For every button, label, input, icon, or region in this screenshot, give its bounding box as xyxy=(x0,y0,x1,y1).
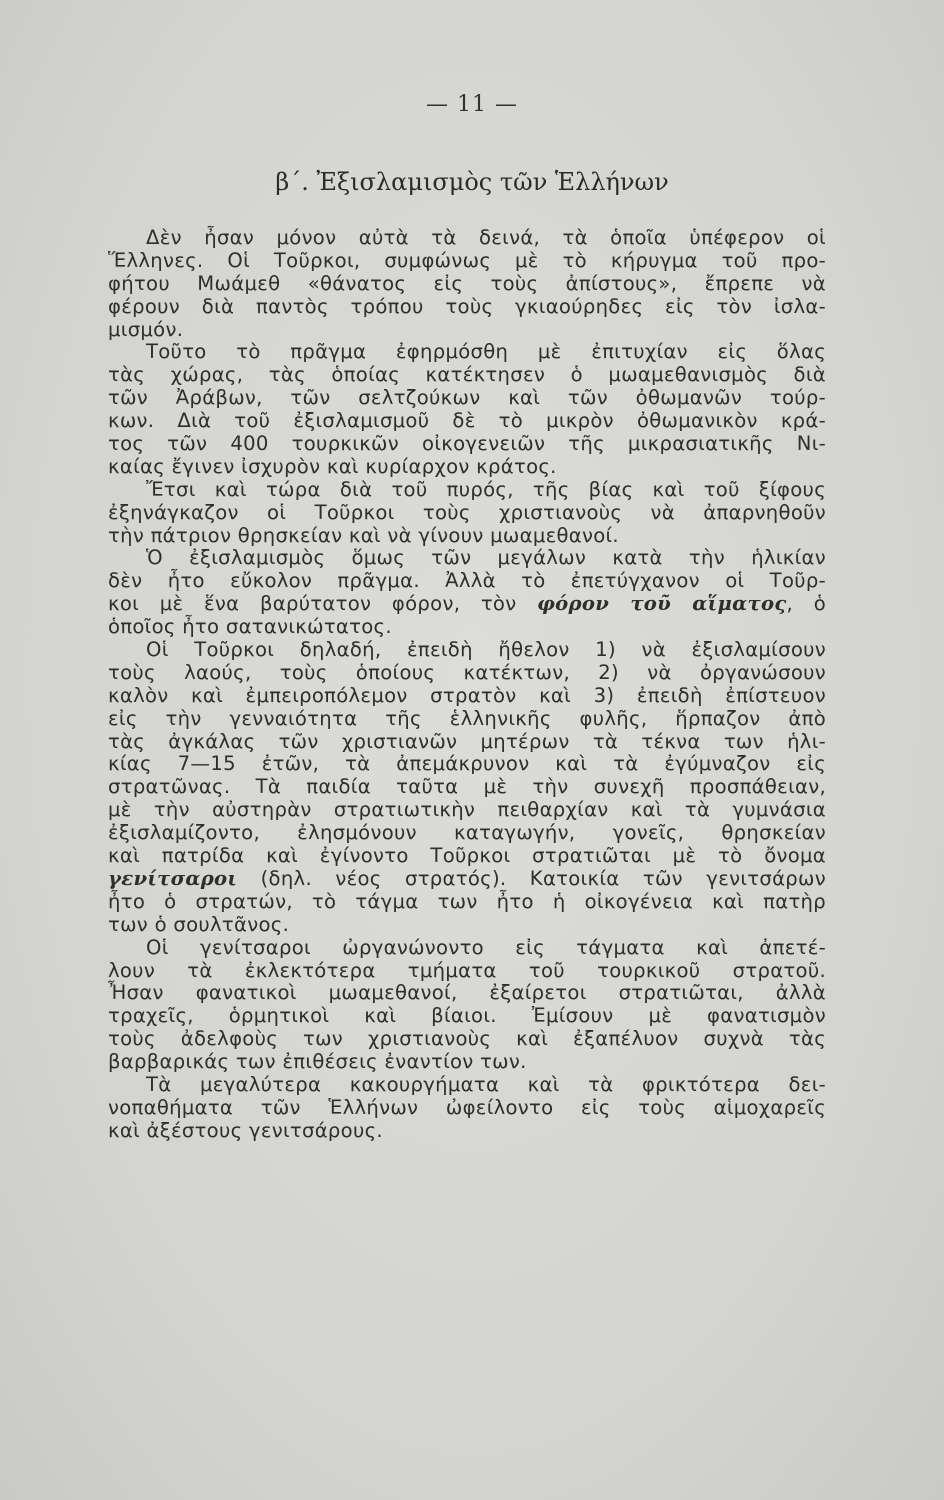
text-line-content: καίας ἔγινεν ἰσχυρὸν καὶ κυρίαρχον κράτος. xyxy=(108,454,557,478)
text-line-content: καὶ ἀξέστους γενιτσάρους. xyxy=(108,1118,383,1142)
text-line-content: Ἔτσι καὶ τώρα διὰ τοῦ πυρός, τῆς βίας καὶ τοῦ ξίφους xyxy=(146,477,826,501)
text-line xyxy=(108,1074,826,1097)
text-line xyxy=(108,914,826,937)
text-line xyxy=(108,387,826,410)
text-line-content: εἰς τὴν γενναιότητα τῆς ἑλληνικῆς φυλῆς, ἥρπαζον ἀπὸ xyxy=(108,706,826,730)
section-heading: β΄. Ἐξισλαμισμὸς τῶν Ἑλλήνων xyxy=(275,168,669,196)
text-line xyxy=(108,250,826,273)
text-line-content: τὰς ἀγκάλας τῶν χριστιανῶν μητέρων τὰ τέκνα των ἡλι- xyxy=(108,729,826,753)
text-line-content: λουν τὰ ἐκλεκτότερα τμήματα τοῦ τουρκικοῦ στρατοῦ. xyxy=(108,958,826,982)
text-line-content: (δηλ. νέος στρατός). Κατοικία τῶν γενιτσάρων xyxy=(260,866,826,890)
text-line xyxy=(108,708,826,731)
text-line xyxy=(108,1005,826,1028)
text-line-content: κων. Διὰ τοῦ ἐξισλαμισμοῦ δὲ τὸ μικρὸν ὀθωμανικὸν κρά- xyxy=(108,409,826,433)
text-line xyxy=(108,776,826,799)
text-line-content: κοι μὲ ἕνα βαρύτατον φόρον, τὸν xyxy=(108,592,517,616)
text-line xyxy=(108,296,826,319)
text-line-content: Οἱ γενίτσαροι ὠργανώνοντο εἰς τάγματα καὶ ἀπετέ- xyxy=(146,935,826,959)
text-line xyxy=(108,960,826,983)
text-line-content: βαρβαρικάς των ἐπιθέσεις ἐναντίον των. xyxy=(108,1050,527,1074)
text-line xyxy=(108,1051,826,1074)
text-line-content: ὁποῖος ἦτο σατανικώτατος. xyxy=(108,615,392,639)
text-line-content: Ὁ ἐξισλαμισμὸς ὅμως τῶν μεγάλων κατὰ τὴν ἡλικίαν xyxy=(146,546,826,570)
text-line-content: καὶ πατρίδα καὶ ἐγίνοντο Τοῦρκοι στρατιῶται μὲ τὸ ὄνομα xyxy=(108,844,826,868)
emphasized-term: φόρον τοῦ αἵματος xyxy=(537,592,787,616)
text-line-content: τοὺς ἀδελφοὺς των χριστιανοὺς καὶ ἐξαπέλυον συχνὰ τὰς xyxy=(108,1027,826,1051)
text-line xyxy=(108,341,826,364)
text-line-content: Δὲν ἦσαν μόνον αὐτὰ τὰ δεινά, τὰ ὁποῖα ὑπέφερον οἱ xyxy=(146,226,826,249)
text-line xyxy=(108,799,826,822)
text-line xyxy=(108,479,826,502)
text-line xyxy=(108,662,826,685)
text-line-content: ἐξισλαμίζοντο, ἐλησμόνουν καταγωγήν, γονεῖς, θρησκείαν xyxy=(108,821,826,845)
text-line xyxy=(108,410,826,433)
text-line xyxy=(108,525,826,548)
text-line xyxy=(108,456,826,479)
body-text xyxy=(108,227,826,1143)
text-line-content: κίας 7—15 ἐτῶν, τὰ ἀπεμάκρυνον καὶ τὰ ἐγύμναζον εἰς xyxy=(108,752,826,776)
text-line-content: καλὸν καὶ ἐμπειροπόλεμον στρατὸν καὶ 3) ἐπειδὴ ἐπίστευον xyxy=(108,683,826,707)
text-line-content: Ἦσαν φανατικοὶ μωαμεθανοί, ἐξαίρετοι στρατιῶται, ἀλλὰ xyxy=(108,981,826,1005)
text-line xyxy=(108,433,826,456)
text-line-content: Τὰ μεγαλύτερα κακουργήματα καὶ τὰ φρικτότερα δει- xyxy=(146,1072,826,1096)
text-line xyxy=(108,570,826,593)
text-line-content: των ὁ σουλτᾶνος. xyxy=(108,912,290,936)
text-line xyxy=(108,982,826,1005)
text-line xyxy=(108,822,826,845)
text-line-content: τὴν πάτριον θρησκείαν καὶ νὰ γίνουν μωαμεθανοί. xyxy=(108,523,619,547)
text-line-content: ἐξηνάγκαζον οἱ Τοῦρκοι τοὺς χριστιανοὺς νὰ ἀπαρνηθοῦν xyxy=(108,500,826,524)
text-line-content: μισμόν. xyxy=(108,317,184,341)
text-line-content: ἦτο ὁ στρατών, τὸ τάγμα των ἦτο ἡ οἰκογένεια καὶ πατὴρ xyxy=(108,889,826,913)
text-line-content: τοὺς λαούς, τοὺς ὁποίους κατέκτων, 2) νὰ ὀργανώσουν xyxy=(108,660,826,684)
text-line xyxy=(108,547,826,570)
emphasized-term: γενίτσαροι xyxy=(108,866,238,890)
text-line xyxy=(108,616,826,639)
text-line xyxy=(108,868,826,891)
text-line xyxy=(108,502,826,525)
text-line xyxy=(108,639,826,662)
text-line-content: Ἕλληνες. Οἱ Τοῦρκοι, συμφώνως μὲ τὸ κήρυγμα τοῦ προ- xyxy=(108,248,826,272)
text-line-content: μὲ τὴν αὐστηρὰν στρατιωτικὴν πειθαρχίαν καὶ τὰ γυμνάσια xyxy=(108,798,826,822)
text-line xyxy=(108,891,826,914)
text-line-content: δὲν ἦτο εὔκολον πρᾶγμα. Ἀλλὰ τὸ ἐπετύγχανον οἱ Τοῦρ- xyxy=(108,569,826,593)
text-line xyxy=(108,1028,826,1051)
page-number: — 11 — xyxy=(426,92,518,117)
text-line xyxy=(108,845,826,868)
text-line xyxy=(108,937,826,960)
text-line xyxy=(108,1097,826,1120)
text-line xyxy=(108,731,826,754)
text-line xyxy=(108,364,826,387)
text-line-content: τὰς χώρας, τὰς ὁποίας κατέκτησεν ὁ μωαμεθανισμὸς διὰ xyxy=(108,363,826,387)
text-line xyxy=(108,227,826,250)
text-line-content: τος τῶν 400 τουρκικῶν οἰκογενειῶν τῆς μικρασιατικῆς Νι- xyxy=(108,432,826,456)
text-line-content: φέρουν διὰ παντὸς τρόπου τοὺς γκιαούρηδες εἰς τὸν ἰσλα- xyxy=(108,294,826,318)
text-line-content: στρατῶνας. Τὰ παιδία ταῦτα μὲ τὴν συνεχῆ προσπάθειαν, xyxy=(108,775,826,799)
text-line xyxy=(108,1120,826,1143)
text-line-content: νοπαθήματα τῶν Ἑλλήνων ὠφείλοντο εἰς τοὺς αἱμοχαρεῖς xyxy=(108,1095,826,1119)
text-line-content: τῶν Ἀράβων, τῶν σελτζούκων καὶ τῶν ὀθωμανῶν τούρ- xyxy=(108,386,826,410)
text-line xyxy=(108,753,826,776)
text-line xyxy=(108,593,826,616)
text-line-tail: , ὁ xyxy=(786,592,826,616)
text-line-content: φήτου Μωάμεθ «θάνατος εἰς τοὺς ἀπίστους», ἔπρεπε νὰ xyxy=(108,271,826,295)
text-line xyxy=(108,319,826,342)
text-line xyxy=(108,685,826,708)
text-line-content: Τοῦτο τὸ πρᾶγμα ἐφηρμόσθη μὲ ἐπιτυχίαν εἰς ὅλας xyxy=(146,340,826,364)
text-line xyxy=(108,273,826,296)
text-line-content: Οἱ Τοῦρκοι δηλαδή, ἐπειδὴ ἤθελον 1) νὰ ἐξισλαμίσουν xyxy=(146,638,826,662)
text-line-content: τραχεῖς, ὁρμητικοὶ καὶ βίαιοι. Ἐμίσουν μὲ φανατισμὸν xyxy=(108,1004,826,1028)
